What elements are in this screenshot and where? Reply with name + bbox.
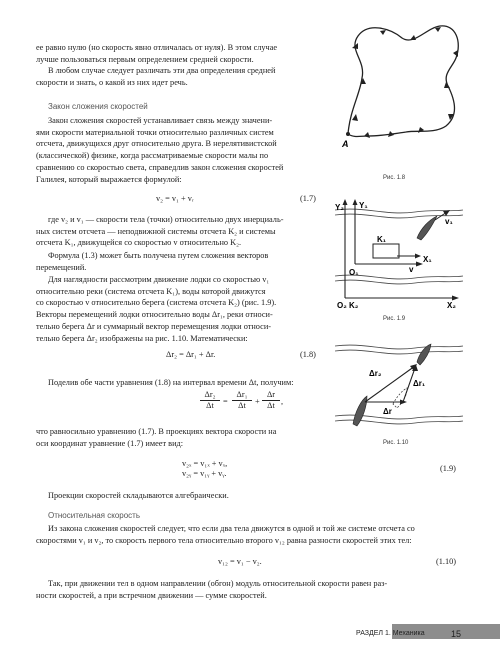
section-heading-velocity-addition: Закон сложения скоростей bbox=[48, 102, 148, 111]
label-dr1: Δr₁ bbox=[413, 379, 426, 388]
paragraph-velocity-law: Закон сложения скоростей устанавливает связь между значени- ями скорости материальной точки относительно различных систем отсчета, движущихся друг относительно друга. В нерелятивистской (классической) физике, когда рассматриваемые скорости малы по сравнению со скоростью света, справедлив закон сложения скоростей Галилея, который выражается формулой: bbox=[36, 116, 284, 184]
page-number: 15 bbox=[451, 629, 462, 639]
trajectory-arrows bbox=[352, 27, 458, 138]
equation-1-9: v₂ₓ = v₁ₓ + vₓ, v₂ᵧ = v₁ᵧ + vᵧ. bbox=[182, 459, 228, 478]
paragraph-projections-intro: что равносильно уравнению (1.7). В проекциях вектора скорости на оси координат уравнение (1.7) имеет вид: bbox=[36, 427, 277, 448]
paragraph-where: где v₂ и v₁ — скорости тела (точки) относительно двух инерциаль- ных систем отсчета — неподвижной системы отсчета K₂ и системы отсчета K₁, движущейся со скоростью v относительно K₂. bbox=[36, 215, 284, 248]
paragraph-boat: Для наглядности рассмотрим движение лодки со скоростью v₁ относительно реки (система отсчета K₁), воды которой движутся со скоростью v относительно берега (система отсчета K₂) (рис. 1.9). Векторы перемещений лодки относительно воды Δr₁, реки относи- тельно берега Δr и суммарный вектор перемещения лодки относи- тельно берега Δr₂ изображены на рис. 1.10. Математически: bbox=[36, 275, 277, 343]
paragraph-overtaking: Так, при движении тел в одном направлении (обгон) модуль относительной скорости равен раз- ности скоростей, а при встречном движении — сумме скоростей. bbox=[36, 579, 388, 600]
label-dr: Δr bbox=[383, 407, 392, 416]
paragraph-relative: Из закона сложения скоростей следует, что если два тела движутся в одной и той же системе отсчета со скоростями v₁ и v₂, то скорость первого тела относительно второго v₁₂ равна разности скоростей этих тел: bbox=[36, 524, 415, 545]
paragraph-divide: Поделив обе части уравнения (1.8) на интервал времени Δt, получим: bbox=[48, 378, 294, 387]
figure-1-9-coordinate-systems bbox=[335, 198, 465, 310]
label-o1: O₁ bbox=[349, 268, 359, 277]
equation-number-1-7: (1.7) bbox=[300, 194, 316, 203]
point-a-label: A bbox=[342, 139, 349, 149]
equation-number-1-10: (1.10) bbox=[436, 557, 457, 566]
label-x1: X₁ bbox=[423, 255, 432, 264]
frame-k1-box bbox=[373, 244, 399, 258]
equation-number-1-8: (1.8) bbox=[300, 350, 316, 359]
label-dr2: Δr₂ bbox=[369, 369, 382, 378]
label-v: v bbox=[409, 265, 414, 274]
equation-number-1-9: (1.9) bbox=[440, 464, 456, 473]
label-o2-k2: O₂ K₂ bbox=[337, 301, 359, 310]
equation-fractions: Δr₂ Δt = Δr₁ Δt + Δr Δt , bbox=[200, 390, 290, 418]
caption-fig-1-8: Рис. 1.8 bbox=[383, 175, 406, 181]
riverbank-lines bbox=[335, 345, 463, 424]
section-heading-relative-velocity: Относительная скорость bbox=[48, 511, 141, 520]
paragraph-algebraic: Проекции скоростей складываются алгебраически. bbox=[48, 491, 229, 500]
caption-fig-1-10: Рис. 1.10 bbox=[383, 440, 409, 446]
point-a-marker bbox=[346, 132, 350, 136]
footer-section-title: РАЗДЕЛ 1. Механика bbox=[356, 630, 425, 637]
equation-1-8: Δr₂ = Δr₁ + Δr. bbox=[166, 350, 216, 359]
figure-1-10-displacement-vectors bbox=[335, 338, 465, 430]
label-x2: X₂ bbox=[447, 301, 456, 310]
figure-1-8-trajectory bbox=[340, 22, 465, 150]
equation-1-7: v₂ = v₁ + vᵣ bbox=[156, 194, 194, 203]
label-v1: v₁ bbox=[445, 217, 453, 226]
boat-start-icon bbox=[353, 396, 367, 426]
equation-1-10: v₁₂ = v₁ − v₂. bbox=[218, 557, 262, 566]
label-k1: K₁ bbox=[377, 235, 387, 244]
label-y1: Y₁ bbox=[359, 201, 368, 210]
paragraph-intro: ее равно нулю (но скорость явно отличалась от нуля). В этом случае лучше пользоваться первым определением средней скорости. В любом случае следует различать эти два определения средней скорости и знать, о какой из них идет речь. bbox=[36, 43, 278, 88]
boat-icon bbox=[417, 216, 437, 240]
label-y2: Y₂ bbox=[335, 203, 344, 212]
caption-fig-1-9: Рис. 1.9 bbox=[383, 316, 406, 322]
paragraph-formula-note: Формула (1.3) может быть получена путем сложения векторов перемещений. bbox=[36, 251, 269, 272]
